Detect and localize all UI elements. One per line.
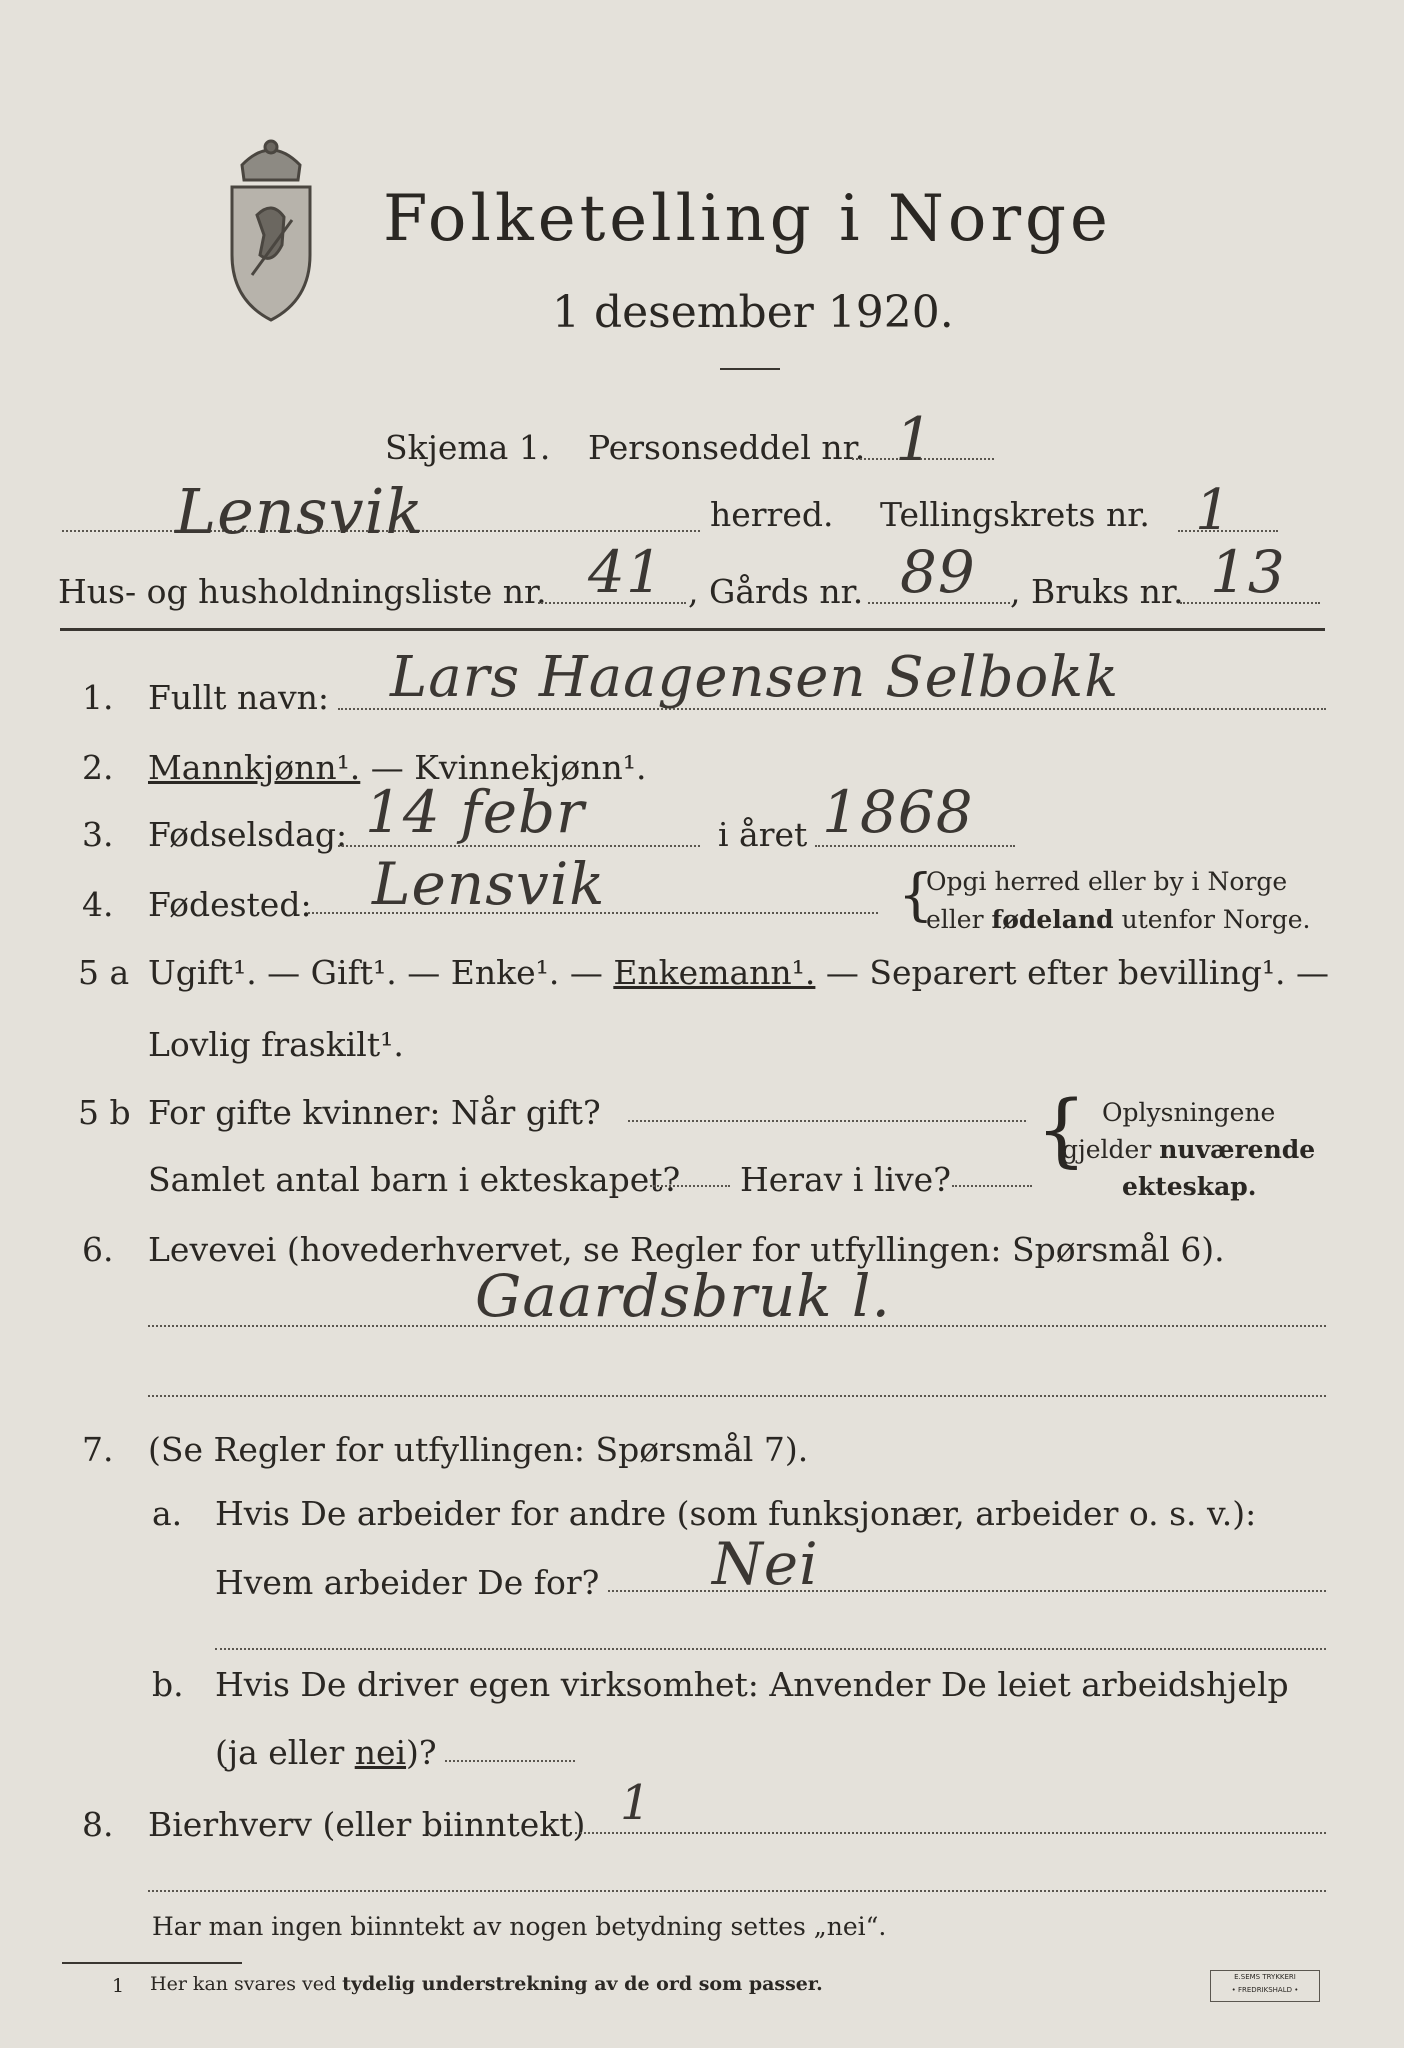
q4-label: Fødested: xyxy=(148,885,312,924)
q5b-line3 xyxy=(952,1185,1032,1187)
q5b-text-line2: Samlet antal barn i ekteskapet? xyxy=(148,1160,681,1199)
q5b-note-line1: Oplysningene xyxy=(1102,1098,1276,1127)
q5b-note-brace: { xyxy=(1036,1083,1087,1176)
q7a-value: Nei xyxy=(712,1530,819,1598)
q2-female-option: Kvinnekjønn¹. xyxy=(414,748,647,787)
q8-line2 xyxy=(148,1890,1326,1892)
q4-number: 4. xyxy=(82,885,114,924)
footnote-number: 1 xyxy=(112,1975,125,1997)
q5a-number: 5 a xyxy=(78,953,130,992)
printer-stamp xyxy=(1210,1970,1320,2002)
header-divider xyxy=(60,628,1325,631)
q5b-line1 xyxy=(628,1120,1026,1122)
printer-line2: • FREDRIKSHALD • xyxy=(1231,1986,1299,1994)
q4-note-line2 xyxy=(926,905,1310,934)
q4-note-text-c: utenfor Norge. xyxy=(1113,905,1311,934)
personseddel-value: 1 xyxy=(895,405,935,475)
q7a-line2 xyxy=(215,1648,1326,1650)
q4-note-brace: { xyxy=(898,863,934,928)
gards-label: , Gårds nr. xyxy=(688,572,864,611)
q5b-number: 5 b xyxy=(78,1093,131,1132)
q2-male-option: Mannkjønn¹. xyxy=(148,748,361,787)
q7a-number: a. xyxy=(152,1494,183,1533)
q1-value: Lars Haagensen Selbokk xyxy=(390,645,1120,710)
herred-value: Lensvik xyxy=(175,475,425,548)
q3-label: Fødselsdag: xyxy=(148,815,348,854)
printer-line1: E.SEMS TRYKKERI xyxy=(1234,1973,1296,1981)
q6-line2 xyxy=(148,1395,1326,1397)
bruks-value: 13 xyxy=(1210,538,1286,606)
tellingskrets-label: Tellingskrets nr. xyxy=(880,495,1150,534)
q3-year-label: i året xyxy=(718,815,808,854)
q5b-text-line3: Herav i live? xyxy=(740,1160,951,1199)
q4-note-text-b: fødeland xyxy=(991,905,1114,934)
q3-value: 14 febr xyxy=(365,778,585,846)
footnote-text-a: Her kan svares ved xyxy=(150,1973,343,1995)
q7-label: (Se Regler for utfyllingen: Spørsmål 7). xyxy=(148,1430,809,1469)
q5a-text-line2: Lovlig fraskilt¹. xyxy=(148,1025,404,1064)
q5a-options-b: — Separert efter bevilling¹. — xyxy=(815,953,1330,992)
personseddel-label: Personseddel nr. xyxy=(588,428,866,467)
schema-label: Skjema 1. xyxy=(385,428,551,467)
q5b-note-line3: ekteskap. xyxy=(1122,1172,1257,1201)
q4-value: Lensvik xyxy=(372,850,606,918)
q4-note-line1: Opgi herred eller by i Norge xyxy=(926,867,1288,896)
q6-value: Gaardsbruk l. xyxy=(475,1262,891,1330)
footnote-text-b: tydelig understrekning av de ord som passer. xyxy=(342,1973,823,1995)
q5a-options-a: Ugift¹. — Gift¹. — Enke¹. — xyxy=(148,953,614,992)
q1-number: 1. xyxy=(82,678,114,717)
q1-label: Fullt navn: xyxy=(148,678,329,717)
tellingskrets-value: 1 xyxy=(1195,478,1232,543)
page-title: Folketelling i Norge xyxy=(383,182,1112,256)
q5b-note-text-a: gjelder xyxy=(1062,1135,1160,1164)
q3-number: 3. xyxy=(82,815,114,854)
bruks-label: , Bruks nr. xyxy=(1010,572,1184,611)
footnote-text xyxy=(150,1973,823,1995)
q8-value: 1 xyxy=(620,1775,652,1831)
husliste-label: Hus- og husholdningsliste nr. xyxy=(58,572,547,611)
q7-number: 7. xyxy=(82,1430,114,1469)
q2-separator: — xyxy=(360,748,415,787)
q4-note-text-a: eller xyxy=(926,905,992,934)
q6-number: 6. xyxy=(82,1230,114,1269)
q8-line xyxy=(575,1832,1326,1834)
q5a-enkemann-option: Enkemann¹. xyxy=(613,953,816,992)
coat-of-arms-icon xyxy=(212,125,330,325)
q7b-number: b. xyxy=(152,1665,184,1704)
footer-note: Har man ingen biinntekt av nogen betydning settes „nei“. xyxy=(152,1912,887,1941)
q7b-text-a: (ja eller xyxy=(215,1733,355,1772)
q5b-note-line2 xyxy=(1062,1135,1315,1164)
q6-label: Levevei (hovederhvervet, se Regler for utfyllingen: Spørsmål 6). xyxy=(148,1230,1225,1269)
q5b-text-line1: For gifte kvinner: Når gift? xyxy=(148,1093,601,1132)
q7a-text-line2: Hvem arbeider De for? xyxy=(215,1563,600,1602)
q8-number: 8. xyxy=(82,1805,114,1844)
q5b-note-text-b: nuværende xyxy=(1159,1135,1316,1164)
q7b-text-c: )? xyxy=(406,1733,437,1772)
herred-label: herred. xyxy=(710,495,834,534)
husliste-value: 41 xyxy=(588,538,664,606)
q7b-text-line1: Hvis De driver egen virksomhet: Anvender De leiet arbeidshjelp xyxy=(215,1665,1289,1704)
q7b-text-line2 xyxy=(215,1733,437,1772)
footnote-divider xyxy=(62,1962,242,1964)
q5a-text xyxy=(148,953,1329,992)
q7b-nei-option: nei xyxy=(354,1733,407,1772)
gards-value: 89 xyxy=(900,538,976,606)
q5b-line2 xyxy=(650,1185,730,1187)
q2-number: 2. xyxy=(82,748,114,787)
q7b-line xyxy=(445,1760,575,1762)
q7a-text-line1: Hvis De arbeider for andre (som funksjonær, arbeider o. s. v.): xyxy=(215,1494,1257,1533)
q3-year-value: 1868 xyxy=(822,778,974,846)
q8-label: Bierhverv (eller biinntekt) xyxy=(148,1805,586,1844)
census-date: 1 desember 1920. xyxy=(552,287,954,338)
title-divider xyxy=(720,368,780,370)
